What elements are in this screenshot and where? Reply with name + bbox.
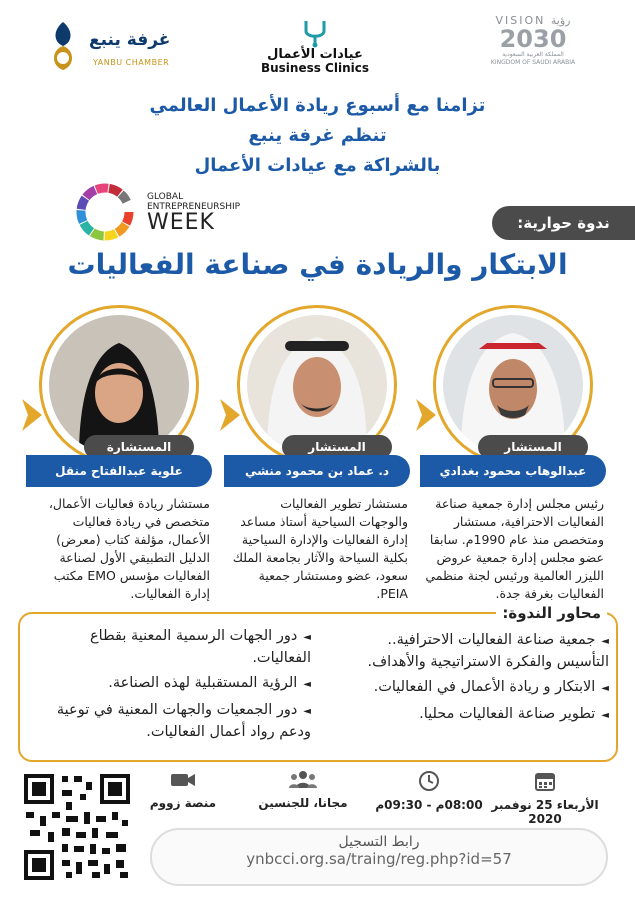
axis-item: ◄ دور الجهات الرسمية المعنية بقطاع الفعاليات. xyxy=(41,626,311,668)
registration-title: رابط التسجيل xyxy=(338,834,420,850)
date-text: الأربعاء 25 نوفمبر 2020 xyxy=(491,798,599,826)
speaker-card-1 xyxy=(418,305,608,635)
chevron-arrow-icon xyxy=(218,395,244,435)
seminar-tag: ندوة حوارية: xyxy=(492,206,635,240)
speaker-photo-3 xyxy=(49,315,189,455)
info-audience xyxy=(248,770,358,810)
intro-line-2: تنظم غرفة ينبع xyxy=(248,125,387,146)
clinics-logo-arabic: عيادات الأعمال xyxy=(267,47,363,62)
gew-logo-line-3: WEEK xyxy=(147,210,215,235)
main-title: الابتكار والريادة في صناعة الفعاليات xyxy=(67,248,568,281)
axes-list-left xyxy=(41,626,311,747)
clinics-logo-english: Business Clinics xyxy=(260,61,370,75)
axis-item: ◄ تطوير صناعة الفعاليات محليا. xyxy=(341,704,609,726)
speaker-name: د. عماد بن محمود منشي xyxy=(224,455,410,487)
speaker-bio: رئيس مجلس إدارة جمعية صناعة الفعاليات الاحترافية، مستشار ومتخصص منذ عام 1990م. سابقا عضو مجلس إدارة جمعية عروض الليزر العالمية ورئيس لجنة منظمي الفعاليات بغرفة جدة. xyxy=(425,496,604,601)
registration-box[interactable] xyxy=(150,828,608,886)
audience-text: مجانا، للجنسين xyxy=(258,796,348,810)
axis-item: ◄ الابتكار و ريادة الأعمال في الفعاليات. xyxy=(341,677,609,699)
info-platform xyxy=(128,770,238,810)
speaker-role-badge: المستشارة xyxy=(84,435,194,459)
speaker-name: علوية عبدالفتاح منقل xyxy=(26,455,212,487)
calendar-icon xyxy=(534,770,556,792)
registration-link[interactable]: ynbcci.org.sa/traing/reg.php?id=57 xyxy=(246,850,512,868)
vision-2030-logo xyxy=(478,14,588,74)
speaker-role-badge: المستشار xyxy=(282,435,392,459)
info-date xyxy=(490,770,600,826)
axes-title: محاور الندوة: xyxy=(496,604,607,622)
chevron-arrow-icon xyxy=(414,395,440,435)
gew-ring-icon xyxy=(75,182,135,242)
intro-line-1: تزامنا مع أسبوع ريادة الأعمال العالمي xyxy=(149,95,486,116)
axis-item: ◄ جمعية صناعة الفعاليات الاحترافية.. التأسيس والفكرة الاستراتيجية والأهداف. xyxy=(341,630,609,672)
speaker-bio: مستشار تطوير الفعاليات والوجهات السياحية أستاذ مساعد إدارة الفعاليات والإدارة السياحية بكلية السياحة والآثار بجامعة الملك سعود، عضو ومستشار جمعية PEIA. xyxy=(232,496,408,601)
gew-logo-line-2: ENTREPRENEURSHIP xyxy=(147,202,241,212)
yanbu-logo-english: YANBU CHAMBER xyxy=(93,58,170,67)
vision-logo-title: VISION رؤية xyxy=(495,14,571,27)
clock-icon xyxy=(418,770,440,792)
gew-logo xyxy=(75,182,265,242)
yanbu-logo-arabic: غرفة ينبع xyxy=(89,30,171,50)
speaker-photo-2 xyxy=(247,315,387,455)
speaker-card-3 xyxy=(24,305,214,635)
yanbu-chamber-logo xyxy=(45,20,175,80)
vision-logo-sub-ar: المملكة العربية السعودية xyxy=(502,51,564,58)
speaker-name: عبدالوهاب محمود بغدادي xyxy=(420,455,606,487)
people-group-icon xyxy=(288,770,318,790)
speaker-role-badge: المستشار xyxy=(478,435,588,459)
video-camera-icon xyxy=(170,770,196,790)
intro-line-3: بالشراكة مع عيادات الأعمال xyxy=(194,155,441,176)
vision-logo-year: 2030 xyxy=(499,25,567,53)
time-text: 08:00م - 09:30م xyxy=(375,798,483,812)
axis-item: ◄ الرؤية المستقبلية لهذه الصناعة. xyxy=(41,673,311,695)
business-clinics-logo xyxy=(245,18,385,78)
yanbu-logo-icon xyxy=(45,20,81,72)
speaker-photo-1 xyxy=(443,315,583,455)
chevron-arrow-icon xyxy=(20,395,46,435)
platform-text: منصة زووم xyxy=(149,796,217,810)
speaker-bio: مستشار ريادة فعاليات الأعمال، متخصص في ريادة فعاليات الأعمال، مؤلفة كتاب (معرض) الدليل التطبيقي الأول لصناعة الفعاليات مؤسس EMO مكتب إدارة الفعاليات. xyxy=(48,496,210,601)
gew-logo-line-1: GLOBAL xyxy=(147,192,184,202)
vision-logo-sub-en: KINGDOM OF SAUDI ARABIA xyxy=(490,59,576,66)
registration-qr-code[interactable] xyxy=(22,772,132,882)
axes-list-right xyxy=(341,630,609,731)
stethoscope-icon xyxy=(300,18,330,48)
info-time xyxy=(374,770,484,812)
speaker-card-2 xyxy=(222,305,412,635)
axis-item: ◄ دور الجمعيات والجهات المعنية في توعية ودعم رواد أعمال الفعاليات. xyxy=(41,700,311,742)
